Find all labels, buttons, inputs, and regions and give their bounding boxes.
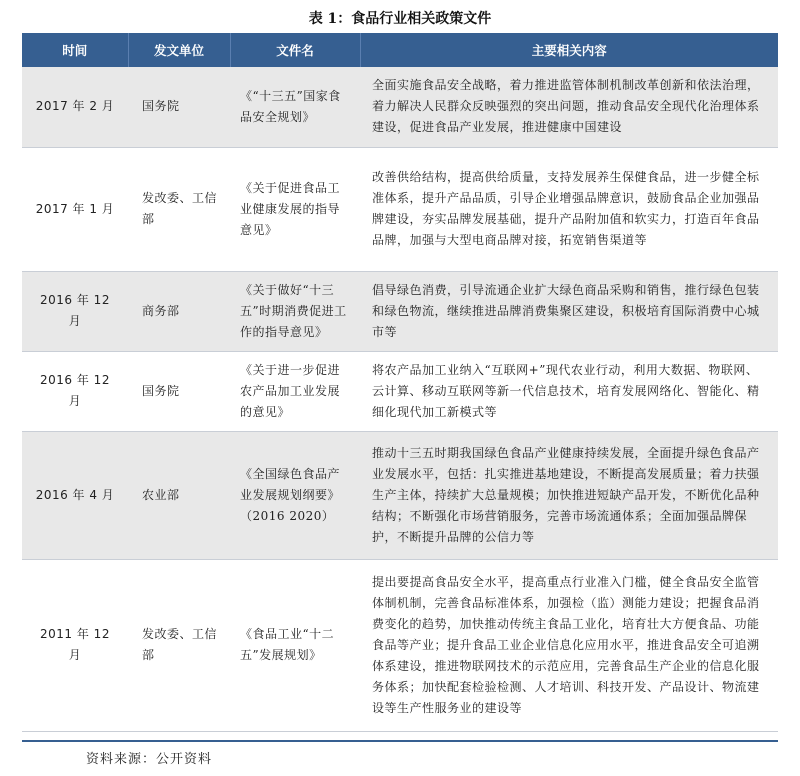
- cell-time: 2016 年 12 月: [22, 351, 128, 431]
- cell-time: 2016 年 4 月: [22, 431, 128, 559]
- cell-time: 2011 年 12 月: [22, 559, 128, 731]
- cell-content: 全面实施食品安全战略，着力推进监管体制机制改革创新和依法治理，着力解决人民群众反映强烈的突出问题，推动食品安全现代化治理体系建设，促进食品产业发展，推进健康中国建设: [360, 67, 778, 147]
- cell-content: 改善供给结构，提高供给质量，支持发展养生保健食品，进一步健全标准体系，提升产品品质，引导企业增强品牌意识，鼓励食品企业加强品牌建设，夯实品牌发展基础，提升产品附加值和软实力，打造百年食品品牌，加强与大型电商品牌对接，拓宽销售渠道等: [360, 147, 778, 271]
- source-note: 资料来源：公开资料: [86, 752, 213, 767]
- cell-doc: 《“十三五”国家食品安全规划》: [230, 67, 360, 147]
- table-row: [22, 351, 778, 431]
- cell-issuer: 国务院: [128, 67, 230, 147]
- header-time: 时间: [22, 33, 128, 67]
- table-row: [22, 559, 778, 731]
- header-content: 主要相关内容: [360, 33, 778, 67]
- cell-content: 推动十三五时期我国绿色食品产业健康持续发展，全面提升绿色食品产业发展水平，包括：扎实推进基地建设，不断提高发展质量；着力扶强生产主体，持续扩大总量规模；加快推进短缺产品开发，不断优化品种结构；不断强化市场营销服务，完善市场流通体系；全面加强品牌保护，不断提升品牌的公信力等: [360, 431, 778, 559]
- cell-doc: 《关于进一步促进农产品加工业发展的意见》: [230, 351, 360, 431]
- cell-content: 倡导绿色消费，引导流通企业扩大绿色商品采购和销售，推行绿色包装和绿色物流，继续推进品牌消费集聚区建设，积极培育国际消费中心城市等: [360, 271, 778, 351]
- cell-time: 2016 年 12 月: [22, 271, 128, 351]
- cell-time: 2017 年 2 月: [22, 67, 128, 147]
- cell-issuer: 发改委、工信部: [128, 147, 230, 271]
- table-bottom-rule: [22, 740, 778, 742]
- table-row: [22, 271, 778, 351]
- cell-issuer: 国务院: [128, 351, 230, 431]
- cell-issuer: 发改委、工信部: [128, 559, 230, 731]
- cell-content: 将农产品加工业纳入“互联网+”现代农业行动，利用大数据、物联网、云计算、移动互联网等新一代信息技术，培育发展网络化、智能化、精细化现代加工新模式等: [360, 351, 778, 431]
- table-header-row: [22, 33, 778, 67]
- cell-time: 2017 年 1 月: [22, 147, 128, 271]
- table-row: [22, 147, 778, 271]
- cell-content: 提出要提高食品安全水平，提高重点行业准入门槛，健全食品安全监管体制机制，完善食品标准体系，加强检（监）测能力建设；把握食品消费变化的趋势，加快推动传统主食品工业化，培育壮大方便食品、功能食品等产业；提升食品工业企业信息化应用水平，推进食品安全可追溯体系建设，推进物联网技术的示范应用，完善食品生产企业的信息化服务体系；加快配套检验检测、人才培训、科技开发、产品设计、物流建设等生产性服务业的建设等: [360, 559, 778, 731]
- cell-doc: 《关于做好“十三五”时期消费促进工作的指导意见》: [230, 271, 360, 351]
- table-caption: 表 1：食品行业相关政策文件: [308, 11, 492, 27]
- header-issuer: 发文单位: [128, 33, 230, 67]
- cell-issuer: 商务部: [128, 271, 230, 351]
- cell-doc: 《关于促进食品工业健康发展的指导意见》: [230, 147, 360, 271]
- policy-table: [22, 33, 778, 732]
- table-row: [22, 431, 778, 559]
- cell-issuer: 农业部: [128, 431, 230, 559]
- header-doc: 文件名: [230, 33, 360, 67]
- table-row: [22, 67, 778, 147]
- cell-doc: 《食品工业“十二五”发展规划》: [230, 559, 360, 731]
- cell-doc: 《全国绿色食品产业发展规划纲要》（2016 2020）: [230, 431, 360, 559]
